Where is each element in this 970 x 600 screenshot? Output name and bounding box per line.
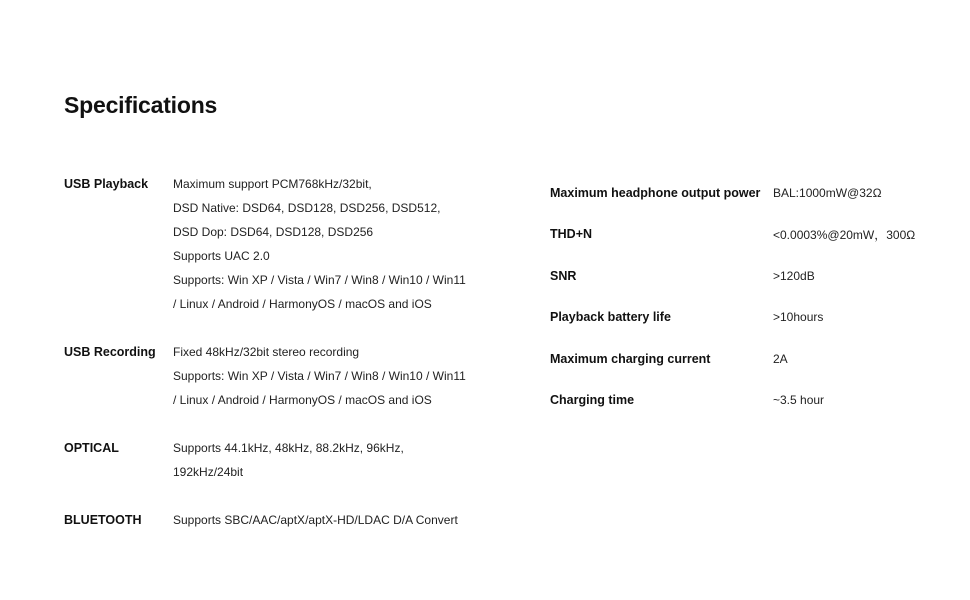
spec-usb-recording [64,340,504,412]
spec-lines [173,436,504,484]
spec-value: >10hours [773,310,824,325]
spec-lines [173,172,504,316]
spec-value: BAL:1000mW@32Ω [773,185,882,200]
spec-list-left [64,172,504,556]
spec-line: DSD Dop: DSD64, DSD128, DSD256 [173,225,374,239]
spec-line: Supports SBC/AAC/aptX/aptX-HD/LDAC D/A Convert [173,513,458,527]
spec-line: Supports UAC 2.0 [173,249,270,263]
spec-label: USB Playback [64,177,149,191]
spec-row-thdn [550,214,950,256]
spec-row-charging-current [550,338,950,380]
spec-line: Maximum support PCM768kHz/32bit, [173,177,372,191]
spec-key: THD+N [550,227,593,242]
spec-key: Maximum headphone output power [550,185,761,200]
spec-label: OPTICAL [64,441,119,455]
spec-key: Playback battery life [550,310,671,325]
spec-value: >120dB [773,268,815,283]
spec-key: SNR [550,268,577,283]
spec-line: 192kHz/24bit [173,465,244,479]
spec-lines [173,508,504,532]
spec-value: 2A [773,351,788,366]
spec-line: Supports: Win XP / Vista / Win7 / Win8 / Win10 / Win11 [173,369,466,383]
spec-list-right [550,172,950,421]
spec-key: Maximum charging current [550,351,711,366]
spec-label: USB Recording [64,345,156,359]
spec-row-snr [550,255,950,297]
spec-label: BLUETOOTH [64,513,142,527]
spec-value: ~3.5 hour [773,393,825,408]
spec-row-battery-life [550,297,950,339]
spec-usb-playback [64,172,504,316]
spec-row-charging-time [550,380,950,422]
spec-value: <0.0003%@20mW，300Ω [773,227,916,242]
spec-line: / Linux / Android / HarmonyOS / macOS and iOS [173,393,432,407]
spec-line: Supports: Win XP / Vista / Win7 / Win8 / Win10 / Win11 [173,273,466,287]
spec-row-output-power [550,172,950,214]
spec-line: Fixed 48kHz/32bit stereo recording [173,345,360,359]
spec-key: Charging time [550,393,635,408]
spec-line: DSD Native: DSD64, DSD128, DSD256, DSD512, [173,201,441,215]
spec-optical [64,436,504,484]
page-title: Specifications [64,92,218,118]
spec-lines [173,340,504,412]
spec-bluetooth [64,508,504,532]
spec-line: Supports 44.1kHz, 48kHz, 88.2kHz, 96kHz, [173,441,404,455]
spec-line: / Linux / Android / HarmonyOS / macOS and iOS [173,297,432,311]
